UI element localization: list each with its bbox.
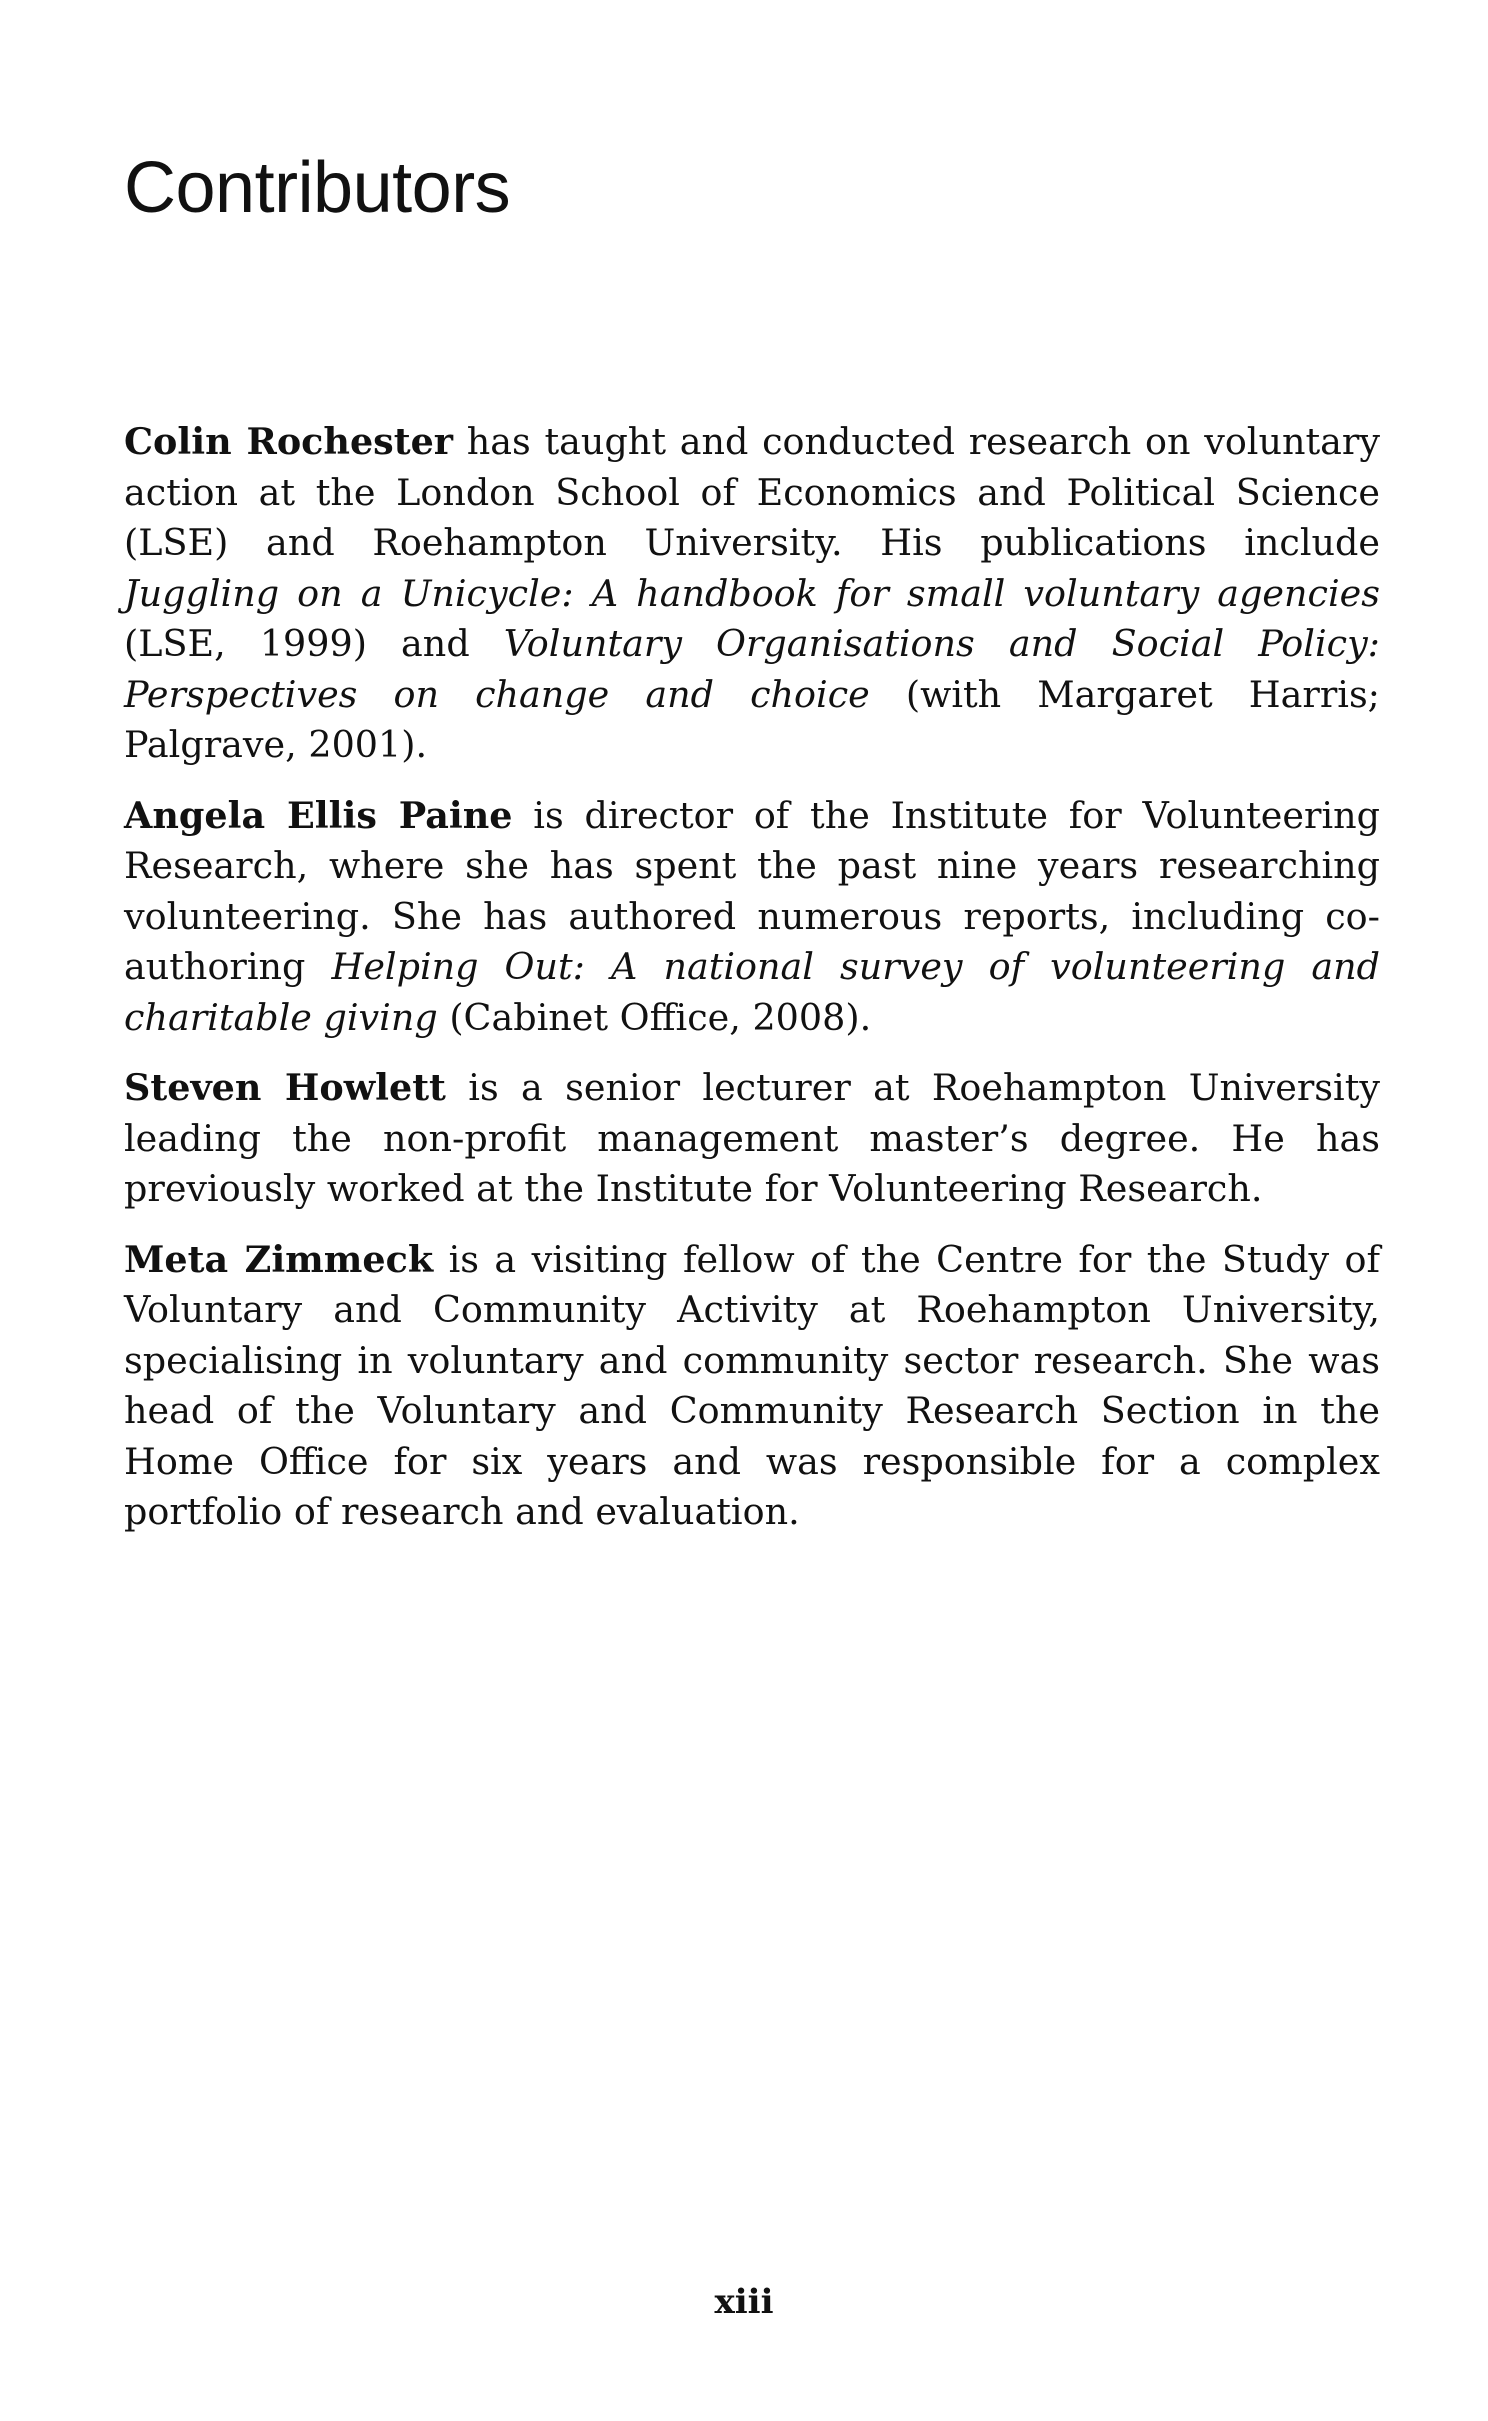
page-number: xiii xyxy=(714,2282,774,2322)
contributor-bio-text: is a visiting fellow of the Centre for the Study of Voluntary and Community Activity at Roehampton University, specialising in voluntary and community sector research. She was head of the Voluntary and Community Research Section in the Home Office for six years and was responsible for a complex portfolio of research and evaluation. xyxy=(124,1237,1380,1533)
contributor-name: Angela Ellis Paine xyxy=(124,793,513,837)
contributor-name: Steven Howlett xyxy=(124,1066,446,1109)
publication-title: Helping Out: A national survey of volunteering and charitable giving xyxy=(124,945,1381,1039)
publication-title: Juggling on a Unicycle: A handbook for small voluntary agencies xyxy=(124,571,1380,615)
contributor-entry xyxy=(124,417,1380,771)
contributor-bio-text: has taught and conducted research on voluntary action at the London School of Economics and Political Science (LSE) and Roehampton University. His publications include xyxy=(124,420,1380,564)
contributor-entry xyxy=(124,1235,1380,1538)
contributor-entry xyxy=(124,791,1380,1044)
contributor-bio-text: is director of the Institute for Volunteering Research, where she has spent the past nine years researching volunteering. She has authored numerous reports, including co-authoring xyxy=(124,793,1380,988)
contributor-bio-text: (LSE, 1999) and xyxy=(124,622,504,665)
contributor-name: Colin Rochester xyxy=(124,420,454,463)
contributor-name: Meta Zimmeck xyxy=(124,1237,434,1281)
publication-title: Voluntary Organisations and Social Policy: Perspectives on change and choice xyxy=(124,622,1380,716)
contributor-entry xyxy=(124,1063,1380,1215)
contributor-bio-text: is a senior lecturer at Roehampton University leading the non-profit management master’s degree. He has previously worked at the Institute for Volunteering Research. xyxy=(124,1066,1380,1210)
contributor-list xyxy=(124,417,1380,1558)
contributor-bio-text: (Cabinet Office, 2008). xyxy=(437,995,872,1039)
contributor-bio-text: (with Margaret Harris; Palgrave, 2001). xyxy=(124,672,1380,766)
page-title: Contributors xyxy=(124,148,511,228)
